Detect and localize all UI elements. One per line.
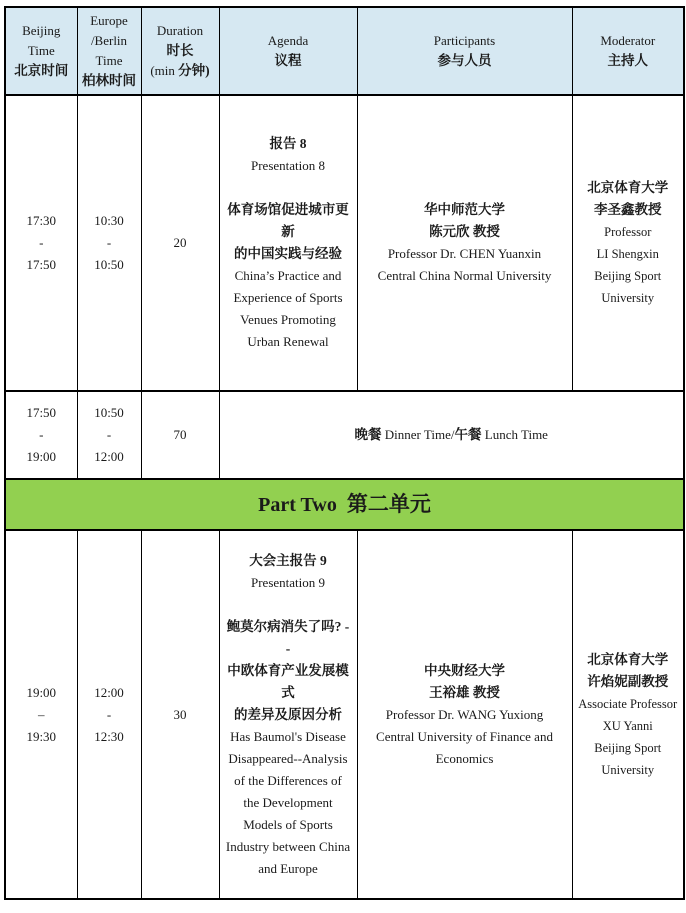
header-berlin-time-en1: Europe bbox=[90, 13, 128, 28]
agenda-spacer bbox=[226, 594, 351, 616]
participant-name-en: Professor Dr. CHEN Yuanxin bbox=[387, 246, 542, 261]
moderator-title-en: Professor bbox=[604, 225, 652, 239]
moderator-name-zh: 李圣鑫教授 bbox=[594, 202, 662, 217]
moderator-org-en-line2: University bbox=[601, 762, 655, 777]
header-duration bbox=[141, 7, 219, 95]
moderator-cell bbox=[572, 95, 684, 391]
berlin-time-cell bbox=[77, 95, 141, 391]
participant-name-zh: 王裕雄 教授 bbox=[429, 684, 500, 700]
agenda-label-zh: 报告 8 bbox=[269, 136, 307, 151]
beijing-time-cell bbox=[5, 95, 77, 391]
moderator-org-zh: 北京体育大学 bbox=[587, 651, 669, 667]
duration-value: 20 bbox=[173, 235, 187, 250]
section-title bbox=[5, 479, 684, 530]
moderator-org-en-line2: University bbox=[601, 291, 655, 305]
section-title-en: Part Two bbox=[258, 494, 337, 516]
duration-cell bbox=[141, 391, 219, 479]
conference-schedule-table bbox=[4, 6, 685, 900]
participants-cell bbox=[357, 95, 572, 391]
duration-cell bbox=[141, 95, 219, 391]
moderator-name-zh: 许焰妮副教授 bbox=[587, 673, 669, 689]
agenda-label-zh: 大会主报告 9 bbox=[249, 552, 327, 568]
meal-en-lunch: Lunch Time bbox=[481, 427, 548, 442]
moderator-title-en: Associate Professor bbox=[578, 696, 678, 711]
header-moderator bbox=[572, 7, 684, 95]
meal-en-dinner: Dinner Time/ bbox=[381, 427, 455, 442]
participant-org-en: Central China Normal University bbox=[377, 268, 552, 283]
header-berlin-time-en2: /Berlin bbox=[90, 33, 128, 48]
table-header-row bbox=[5, 7, 684, 95]
agenda-topic-zh-line2: 的中国实践与经验 bbox=[234, 246, 342, 261]
header-beijing-time-zh: 北京时间 bbox=[14, 63, 69, 78]
beijing-time-cell bbox=[5, 530, 77, 899]
time-end: 19:30 bbox=[26, 728, 57, 744]
time-start: 10:50 bbox=[94, 405, 124, 420]
time-dash: - bbox=[39, 235, 44, 250]
agenda-label-en: Presentation 9 bbox=[250, 574, 325, 590]
section-title-zh: 第二单元 bbox=[346, 492, 431, 516]
time-end: 10:50 bbox=[94, 257, 124, 272]
time-start: 17:30 bbox=[26, 213, 57, 228]
time-dash: - bbox=[106, 235, 112, 250]
part-two-section-row bbox=[5, 479, 684, 530]
header-moderator-en: Moderator bbox=[600, 33, 656, 48]
time-dash: - bbox=[106, 427, 112, 442]
dinner-break-row bbox=[5, 391, 684, 479]
agenda-topic-zh-line1: 体育场馆促进城市更新 bbox=[227, 202, 349, 239]
agenda-cell bbox=[219, 95, 357, 391]
header-duration-unit-zh: 分钟) bbox=[178, 63, 210, 78]
agenda-label-en: Presentation 8 bbox=[250, 158, 325, 173]
header-participants bbox=[357, 7, 572, 95]
time-start: 12:00 bbox=[94, 684, 124, 700]
header-beijing-time bbox=[5, 7, 77, 95]
agenda-spacer bbox=[226, 177, 351, 199]
header-moderator-zh: 主持人 bbox=[607, 53, 648, 68]
header-agenda-zh: 议程 bbox=[274, 53, 302, 68]
time-end: 12:00 bbox=[94, 449, 124, 464]
agenda-topic-zh-line3: 的差异及原因分析 bbox=[234, 706, 342, 722]
time-start: 10:30 bbox=[94, 213, 124, 228]
time-dash: - bbox=[39, 427, 44, 442]
agenda-topic-zh-line2: 中欧体育产业发展模式 bbox=[227, 662, 349, 700]
header-berlin-time bbox=[77, 7, 141, 95]
agenda-topic-en: China’s Practice and Experience of Sports Venues Promoting Urban Renewal bbox=[233, 268, 343, 349]
participant-org-en: Central University of Finance and Economics bbox=[376, 728, 553, 766]
participant-name-en: Professor Dr. WANG Yuxiong bbox=[385, 706, 544, 722]
header-participants-zh: 参与人员 bbox=[437, 53, 492, 68]
moderator-org-en-line1: Beijing Sport bbox=[594, 740, 662, 755]
participant-org-zh: 华中师范大学 bbox=[424, 202, 505, 217]
header-beijing-time-en2: Time bbox=[27, 43, 55, 58]
beijing-time-cell bbox=[5, 391, 77, 479]
header-duration-en: Duration bbox=[156, 23, 204, 38]
berlin-time-cell bbox=[77, 391, 141, 479]
header-duration-unit bbox=[144, 61, 217, 81]
duration-cell bbox=[141, 530, 219, 899]
moderator-org-zh: 北京体育大学 bbox=[587, 180, 669, 195]
header-duration-zh: 时长 bbox=[166, 43, 194, 58]
header-berlin-time-en3: Time bbox=[95, 53, 123, 68]
participant-name-zh: 陈元欣 教授 bbox=[429, 224, 500, 239]
session-row-presentation-8 bbox=[5, 95, 684, 391]
header-participants-en: Participants bbox=[433, 33, 496, 48]
session-row-presentation-9 bbox=[5, 530, 684, 899]
time-end: 19:00 bbox=[26, 449, 57, 464]
time-start: 19:00 bbox=[26, 684, 57, 700]
participants-cell bbox=[357, 530, 572, 899]
berlin-time-cell bbox=[77, 530, 141, 899]
header-berlin-time-zh: 柏林时间 bbox=[82, 73, 136, 88]
agenda-cell bbox=[219, 530, 357, 899]
meal-zh-lunch: 午餐 bbox=[454, 427, 482, 442]
meal-zh-dinner: 晚餐 bbox=[354, 427, 382, 442]
time-dash: – bbox=[38, 706, 45, 722]
moderator-name-en: XU Yanni bbox=[602, 718, 653, 733]
duration-value: 30 bbox=[173, 706, 187, 722]
time-end: 17:50 bbox=[26, 257, 57, 272]
time-end: 12:30 bbox=[94, 728, 124, 744]
moderator-name-en: LI Shengxin bbox=[596, 247, 659, 261]
header-beijing-time-en: Beijing bbox=[22, 23, 61, 38]
time-dash: - bbox=[106, 706, 112, 722]
header-duration-unit-en: (min bbox=[150, 63, 179, 78]
agenda-topic-en: Has Baumol's Disease Disappeared--Analysis of the Differences of the Development Models of Sports Industry between China and Europe bbox=[225, 728, 351, 876]
header-agenda-en: Agenda bbox=[267, 33, 309, 48]
agenda-topic-zh-line1: 鲍莫尔病消失了吗? -- bbox=[226, 618, 350, 656]
time-start: 17:50 bbox=[26, 405, 57, 420]
participant-org-zh: 中央财经大学 bbox=[424, 662, 505, 678]
meal-cell bbox=[219, 391, 684, 479]
duration-value: 70 bbox=[173, 427, 187, 442]
moderator-org-en-line1: Beijing Sport bbox=[594, 269, 662, 283]
header-agenda bbox=[219, 7, 357, 95]
moderator-cell bbox=[572, 530, 684, 899]
